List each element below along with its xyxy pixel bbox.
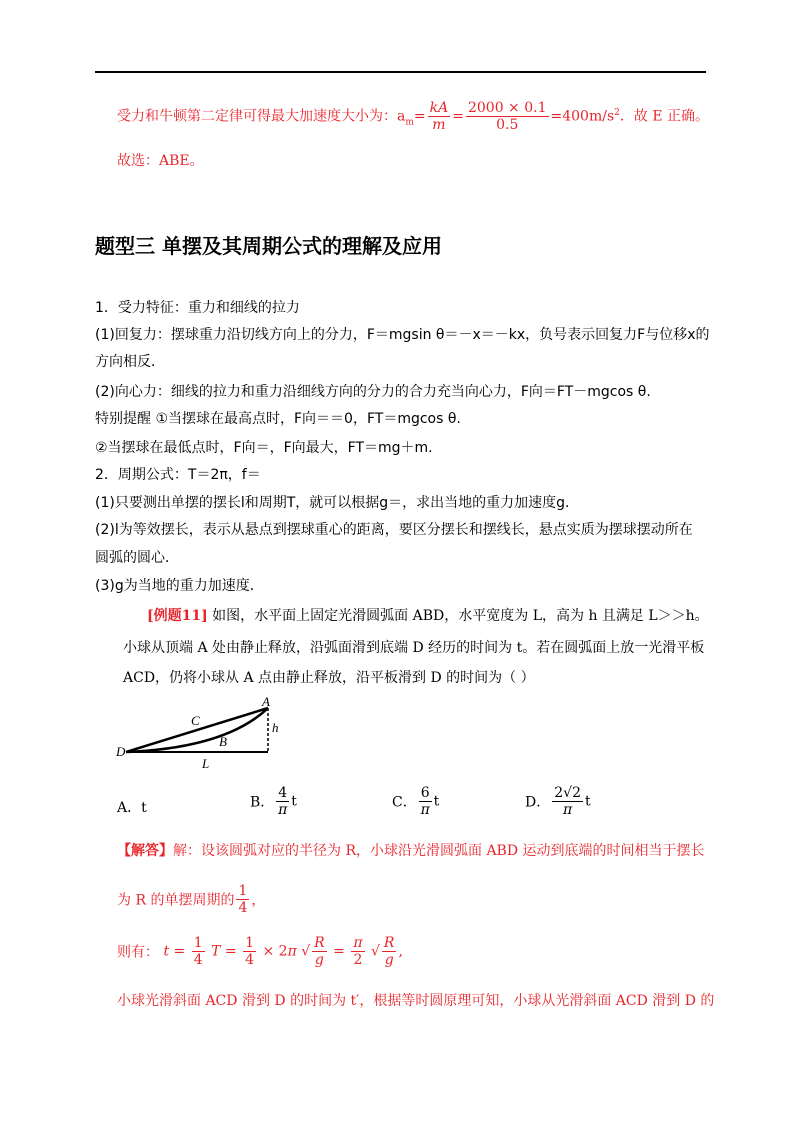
- solution-line1: 【解答】解：设该圆弧对应的半径为 R，小球沿光滑圆弧面 ABD 运动到底端的时间相当于摆长: [117, 843, 705, 859]
- arc-diagram: [116, 690, 286, 770]
- label-a: A: [262, 694, 270, 709]
- example-line3: ACD，仍将小球从 A 点由静止释放，沿平板滑到 D 的时间为（ ）: [123, 670, 535, 686]
- choice-a[interactable]: A．t: [117, 800, 147, 816]
- body-p2b: 方向相反．: [95, 354, 165, 370]
- body-p6: 2．周期公式：T＝2π，f＝: [95, 467, 261, 483]
- example-line2: 小球从顶端 A 处由静止释放，沿弧面滑到底端 D 经历的时间为 t。若在圆弧面上放一光滑平板: [123, 640, 705, 656]
- label-l: L: [202, 756, 210, 770]
- body-p8a: (2)l为等效摆长，表示从悬点到摆球重心的距离，要区分摆长和摆线长，悬点实质为摆球摆动所在: [95, 522, 693, 538]
- choice-d[interactable]: D． $\frac{2√2}{\pi}$ t: [525, 785, 591, 818]
- prev-solution-line: 受力和牛顿第二定律可得最大加速度大小为：$a_m=$ $\frac{kA}{m}$ = $\frac{2000 \times 0.1}{0.5}$ $=400m/s^2$．故 E 正确。: [117, 100, 709, 133]
- body-p1: 1．受力特征：重力和细线的拉力: [95, 300, 300, 316]
- body-p8b: 圆弧的圆心．: [95, 550, 179, 566]
- label-c: C: [191, 713, 200, 728]
- body-p3: (2)向心力：细线的拉力和重力沿细线方向的分力的合力充当向心力，F向＝FT－mgcos θ.: [95, 384, 651, 400]
- fraction-numeric: $\frac{2000 \times 0.1}{0.5}$: [467, 100, 547, 133]
- body-p9: (3)g为当地的重力加速度．: [95, 578, 264, 594]
- fraction-quarter: $\frac{1}{4}$: [238, 883, 248, 916]
- label-h: h: [272, 720, 279, 735]
- label-d: D: [116, 744, 126, 759]
- solution-line3: 则有： t = $\frac{1}{4}$ T = $\frac{1}{4}$ × 2π √ $\frac{R}{g}$ = $\frac{\pi}{2}$ √ $\frac{R}{g}$ ,: [117, 935, 403, 968]
- header-rule: [95, 71, 706, 73]
- body-p7: (1)只要测出单摆的摆长l和周期T，就可以根据g＝，求出当地的重力加速度g.: [95, 495, 570, 511]
- solution-line4: 小球光滑斜面 ACD 滑到 D 的时间为 t′，根据等时圆原理可知，小球从光滑斜面 ACD 滑到 D 的: [117, 993, 715, 1009]
- example-line1: [例题11] 如图，水平面上固定光滑圆弧面 ABD，水平宽度为 L，高为 h 且满足 L＞＞h。: [147, 608, 709, 624]
- example-tag: [例题11]: [147, 608, 208, 624]
- arc-figure: [116, 690, 286, 774]
- label-b: B: [219, 734, 227, 749]
- solution-line2: 为 R 的单摆周期的 $\frac{1}{4}$ ，: [117, 883, 266, 916]
- prev-answer: 故选：ABE。: [117, 153, 204, 169]
- body-p5: ②当摆球在最低点时，F向＝，F向最大，FT＝mg＋m.: [95, 440, 433, 456]
- choice-b[interactable]: B． $\frac{4}{\pi}$ t: [250, 785, 297, 818]
- body-p2a: (1)回复力：摆球重力沿切线方向上的分力，F＝mgsin θ＝－x＝－kx，负号表示回复力F与位移x的: [95, 327, 710, 343]
- body-p4: 特别提醒 ①当摆球在最高点时，F向＝＝0，FT＝mgcos θ.: [95, 411, 461, 427]
- fraction-ka-m: $\frac{kA}{m}$: [429, 100, 449, 133]
- choice-c[interactable]: C． $\frac{6}{\pi}$ t: [392, 785, 440, 818]
- section-heading: 题型三 单摆及其周期公式的理解及应用: [95, 234, 442, 258]
